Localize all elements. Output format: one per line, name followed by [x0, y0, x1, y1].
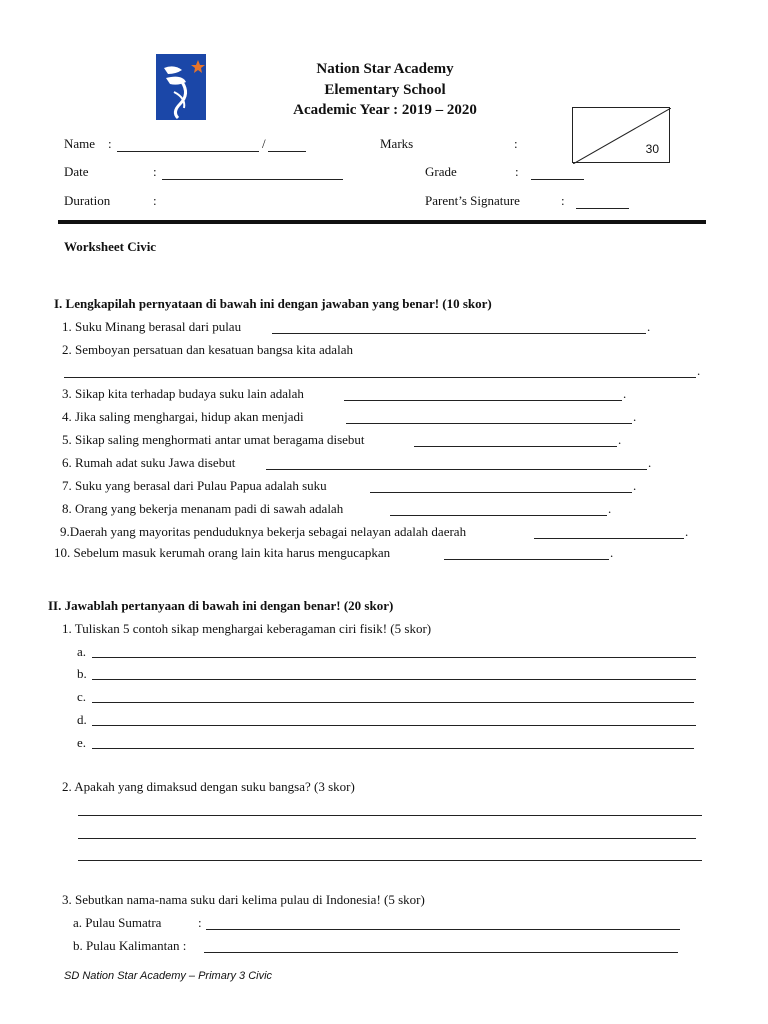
s2-q1-answer-d[interactable] — [92, 725, 696, 726]
date-colon: : — [153, 164, 157, 179]
s1-answer-5[interactable] — [414, 446, 617, 447]
section2-heading: II. Jawablah pertanyaan di bawah ini dengan benar! (20 skor) — [48, 598, 394, 613]
s2-q1: 1. Tuliskan 5 contoh sikap menghargai keberagaman ciri fisik! (5 skor) — [62, 621, 432, 636]
name-slash: / — [262, 136, 266, 151]
s2-q1-letter-e: e. — [77, 735, 87, 750]
marks-colon: : — [514, 136, 518, 151]
s1-item-7: 7. Suku yang berasal dari Pulau Papua adalah suku — [62, 478, 327, 493]
parent-colon: : — [561, 193, 565, 208]
s2-q3-answer-a[interactable] — [206, 929, 680, 930]
s1-item-4: 4. Jika saling menghargai, hidup akan menjadi — [62, 409, 304, 424]
s1-answer-6[interactable] — [266, 469, 647, 470]
s1-answer-2[interactable] — [64, 377, 696, 378]
s2-q1-letter-a: a. — [77, 644, 87, 659]
parent-signature-label: Parent’s Signature — [425, 193, 520, 208]
marks-total: 30 — [645, 142, 659, 156]
duration-label: Duration — [64, 193, 111, 208]
page-footer: SD Nation Star Academy – Primary 3 Civic — [64, 970, 273, 982]
name-field[interactable] — [117, 151, 259, 152]
class-field[interactable] — [268, 151, 306, 152]
s2-q2: 2. Apakah yang dimaksud dengan suku bangsa? (3 skor) — [62, 779, 355, 794]
s2-q1-letter-c: c. — [77, 689, 87, 704]
date-label: Date — [64, 164, 89, 179]
s1-answer-10[interactable] — [444, 559, 609, 560]
s1-answer-8[interactable] — [390, 515, 607, 516]
s1-item-8: 8. Orang yang bekerja menanam padi di sawah adalah — [62, 501, 344, 516]
parent-signature-field[interactable] — [576, 208, 629, 209]
s2-q1-answer-b[interactable] — [92, 679, 696, 680]
s2-q3-answer-b[interactable] — [204, 952, 678, 953]
s2-q3-item-a: a. Pulau Sumatra — [73, 915, 162, 930]
s1-item-10: 10. Sebelum masuk kerumah orang lain kita harus mengucapkan — [54, 545, 391, 560]
s2-q1-answer-e[interactable] — [92, 748, 694, 749]
s1-answer-7[interactable] — [370, 492, 632, 493]
marks-box — [572, 107, 670, 163]
s1-answer-1[interactable] — [272, 333, 646, 334]
s1-item-9: 9.Daerah yang mayoritas penduduknya bekerja sebagai nelayan adalah daerah — [60, 524, 467, 539]
grade-colon: : — [515, 164, 519, 179]
s2-q1-answer-c[interactable] — [92, 702, 694, 703]
s2-q2-answer-line-3[interactable] — [78, 860, 702, 861]
s2-q3-item-b: b. Pulau Kalimantan : — [73, 938, 187, 953]
academic-year: Academic Year : 2019 – 2020 — [293, 102, 477, 118]
grade-field[interactable] — [531, 179, 584, 180]
section1-heading: I. Lengkapilah pernyataan di bawah ini dengan jawaban yang benar! (10 skor) — [54, 296, 492, 311]
school-name: Nation Star Academy — [316, 61, 454, 77]
name-label: Name — [64, 136, 96, 151]
grade-label: Grade — [425, 164, 457, 179]
date-field[interactable] — [162, 179, 343, 180]
s2-q3-colon-a: : — [198, 915, 202, 930]
name-colon: : — [108, 136, 112, 151]
school-level: Elementary School — [324, 82, 446, 98]
duration-colon: : — [153, 193, 157, 208]
s1-item-6: 6. Rumah adat suku Jawa disebut — [62, 455, 236, 470]
s2-q2-answer-line-1[interactable] — [78, 815, 702, 816]
school-logo — [156, 54, 206, 120]
s1-item-5: 5. Sikap saling menghormati antar umat beragama disebut — [62, 432, 365, 447]
marks-label: Marks — [380, 136, 414, 151]
s1-answer-3[interactable] — [344, 400, 622, 401]
s1-item-2: 2. Semboyan persatuan dan kesatuan bangsa kita adalah — [62, 342, 353, 357]
s2-q1-letter-b: b. — [77, 666, 87, 681]
s2-q2-answer-line-2[interactable] — [78, 838, 696, 839]
header-divider — [58, 220, 706, 224]
worksheet-title: Worksheet Civic — [64, 239, 157, 254]
s1-item-1: 1. Suku Minang berasal dari pulau — [62, 319, 242, 334]
s2-q3: 3. Sebutkan nama-nama suku dari kelima pulau di Indonesia! (5 skor) — [62, 892, 425, 907]
s1-answer-9[interactable] — [534, 538, 684, 539]
s2-q1-letter-d: d. — [77, 712, 87, 727]
s1-item-3: 3. Sikap kita terhadap budaya suku lain adalah — [62, 386, 304, 401]
s1-answer-4[interactable] — [346, 423, 632, 424]
s2-q1-answer-a[interactable] — [92, 657, 696, 658]
